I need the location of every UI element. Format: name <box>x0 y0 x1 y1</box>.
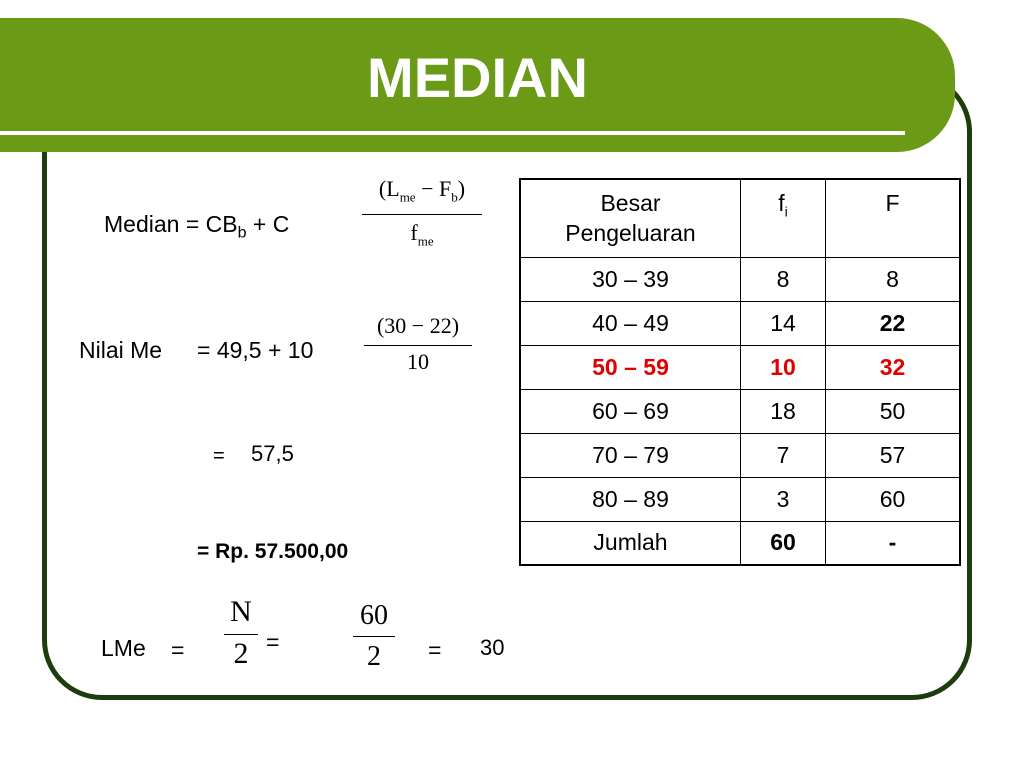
lme-equals-2: = <box>266 629 280 655</box>
lme-frac1-denominator: 2 <box>233 637 249 670</box>
cell-range: 40 – 49 <box>520 301 741 345</box>
table-row-median-class <box>520 345 960 389</box>
lme-frac1-numerator: N <box>230 595 252 628</box>
header-besar-pengeluaran <box>520 179 741 257</box>
cell-f: 14 <box>741 301 826 345</box>
cell-cumulative: - <box>826 521 961 565</box>
cell-range: 60 – 69 <box>520 389 741 433</box>
header-fi <box>741 179 826 257</box>
cell-cumulative: 57 <box>826 433 961 477</box>
cell-range: 30 – 39 <box>520 257 741 301</box>
nilai-fraction <box>362 313 474 376</box>
lme-equals-3: = <box>428 637 442 663</box>
frac-sub-me: me <box>399 189 416 205</box>
frac-close: ) <box>457 176 466 201</box>
cell-f: 18 <box>741 389 826 433</box>
table-row-total <box>520 521 960 565</box>
cell-f: 60 <box>741 521 826 565</box>
cell-f: 3 <box>741 477 826 521</box>
cell-f: 7 <box>741 433 826 477</box>
nilai-me-expression: = 49,5 + 10 <box>197 337 314 363</box>
lme-fraction-n <box>222 596 260 671</box>
frac-sub-b: b <box>451 189 458 205</box>
table-row <box>520 257 960 301</box>
cell-range: Jumlah <box>520 521 741 565</box>
median-formula <box>104 210 289 248</box>
fraction-bar <box>364 345 472 346</box>
table-row <box>520 433 960 477</box>
header-f: f <box>778 190 785 216</box>
cell-range: 50 – 59 <box>520 345 741 389</box>
den-f: f <box>410 220 418 246</box>
table-row <box>520 301 960 345</box>
cell-cumulative: 50 <box>826 389 961 433</box>
cell-cumulative: 8 <box>826 257 961 301</box>
lme-frac2-numerator: 60 <box>360 600 388 631</box>
median-result: 57,5 <box>251 441 294 466</box>
nilai-frac-denominator: 10 <box>407 349 429 374</box>
nilai-frac-numerator: (30 − 22) <box>376 313 460 338</box>
median-frac-numerator <box>360 176 484 210</box>
header-besar: Besar <box>600 190 661 217</box>
median-suffix: + C <box>246 211 290 237</box>
fraction-bar <box>353 636 395 637</box>
lme-frac2-denominator: 2 <box>367 641 381 672</box>
median-fraction <box>360 176 484 256</box>
table-header-row <box>520 179 960 257</box>
lme-equals: = <box>171 637 185 663</box>
median-frac-denominator <box>360 219 484 255</box>
median-prefix: Median = CB <box>104 211 238 237</box>
frac-open: (L <box>378 176 400 201</box>
lme-fraction-60 <box>352 600 396 673</box>
fraction-bar <box>362 214 482 215</box>
lme-value: 30 <box>480 635 505 660</box>
header-cumulative-f: F <box>826 179 961 257</box>
header-sub-i: i <box>784 203 788 220</box>
rupiah-result: = Rp. 57.500,00 <box>197 540 349 563</box>
cell-f: 10 <box>741 345 826 389</box>
table-row <box>520 389 960 433</box>
cell-range: 80 – 89 <box>520 477 741 521</box>
frac-minus-f: − F <box>415 176 452 201</box>
slide-title: MEDIAN <box>367 46 588 109</box>
nilai-me-label: Nilai Me <box>79 337 163 363</box>
banner-underline <box>0 131 905 135</box>
cell-f: 8 <box>741 257 826 301</box>
den-sub-me: me <box>417 233 434 249</box>
median-sub: b <box>237 224 247 242</box>
table-row <box>520 477 960 521</box>
cell-range: 70 – 79 <box>520 433 741 477</box>
cell-cumulative: 60 <box>826 477 961 521</box>
header-pengeluaran: Pengeluaran <box>565 220 696 247</box>
lme-label: LMe <box>101 635 146 661</box>
frequency-table <box>519 178 961 566</box>
fraction-bar <box>224 634 258 635</box>
cell-cumulative: 32 <box>826 345 961 389</box>
cell-cumulative: 22 <box>826 301 961 345</box>
result-equals: = <box>213 445 225 467</box>
